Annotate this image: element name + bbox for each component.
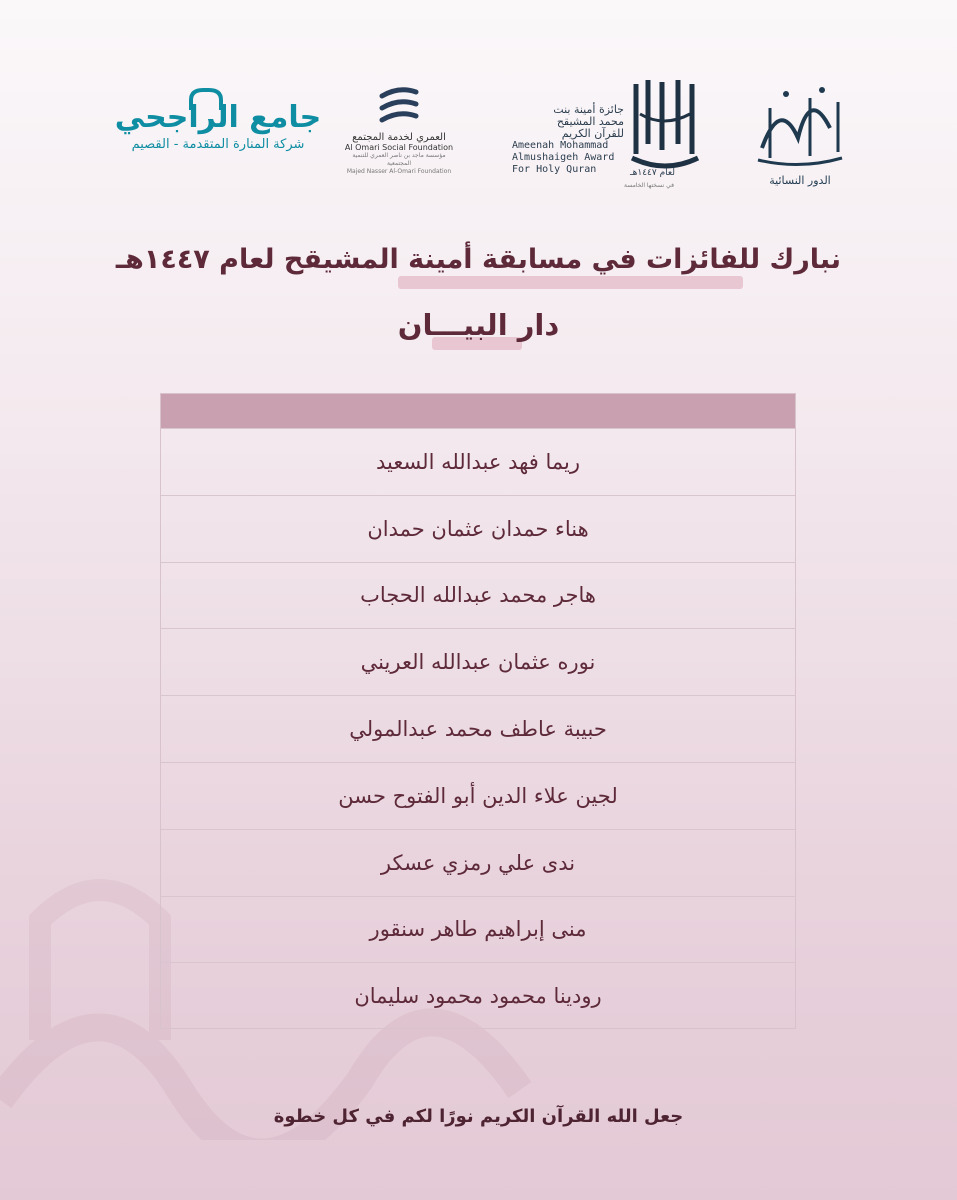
omari-mark-icon: [376, 84, 422, 124]
award-text: [512, 104, 624, 176]
page-title: [0, 244, 957, 275]
award-ar-line: للقرآن الكريم: [561, 127, 624, 140]
table-row: هناء حمدان عثمان حمدان: [161, 495, 795, 562]
award-year: لعام ١٤٤٧هـ: [630, 168, 675, 178]
page-title-text: نبارك للفائزات في مسابقة أمينة المشيقح لعام ١٤٤٧هـ: [115, 244, 842, 275]
tahfeedh-calligraphy-icon: [750, 78, 850, 168]
rajhi-name: جامع الراجحي: [114, 100, 322, 135]
award-ar-line: جائزة أمينة بنت: [553, 103, 624, 116]
award-edition: في نسختها الخامسة: [624, 182, 674, 189]
omari-small-ar: مؤسسة ماجد بن ناصر العمري للتنمية المجتمعية: [352, 152, 446, 167]
award-ar-line: محمد المشيقح: [556, 115, 624, 128]
award-en-line: Ameenah Mohammad: [512, 140, 609, 151]
table-row: رودينا محمود محمود سليمان: [161, 962, 795, 1029]
omari-name-ar: العمري لخدمة المجتمع: [352, 132, 446, 143]
tahfeedh-logo: [745, 78, 855, 187]
award-en-line: Almushaigeh Award: [512, 152, 615, 163]
tahfeedh-label: الدور النسائية: [769, 174, 831, 187]
omari-logo: [340, 84, 458, 176]
award-en-line: For Holy Quran: [512, 164, 597, 175]
table-row: لجين علاء الدين أبو الفتوح حسن: [161, 762, 795, 829]
table-row: حبيبة عاطف محمد عبدالمولي: [161, 695, 795, 762]
table-row: منى إبراهيم طاهر سنقور: [161, 896, 795, 963]
rajhi-logo: [108, 90, 328, 152]
table-row: ندى علي رمزي عسكر: [161, 829, 795, 896]
page-subtitle: [0, 308, 957, 342]
table-row: هاجر محمد عبدالله الحجاب: [161, 562, 795, 629]
omari-name-en: Al Omari Social Foundation: [344, 143, 454, 152]
mosque-dome-icon: [186, 86, 256, 112]
table-row: نوره عثمان عبدالله العريني: [161, 628, 795, 695]
rajhi-subtitle: شركة المنارة المتقدمة - القصيم: [131, 137, 305, 152]
winners-table: [160, 393, 796, 1029]
page-subtitle-text: دار البيـــان: [397, 308, 560, 342]
footer-blessing: جعل الله القرآن الكريم نورًا لكم في كل خطوة: [273, 1106, 684, 1127]
logos-bar: [0, 70, 957, 210]
title-highlight: [398, 276, 743, 289]
table-row: ريما فهد عبدالله السعيد: [161, 428, 795, 495]
omari-small-en: Majed Nasser Al-Omari Foundation: [346, 168, 452, 175]
table-header: [161, 394, 795, 428]
